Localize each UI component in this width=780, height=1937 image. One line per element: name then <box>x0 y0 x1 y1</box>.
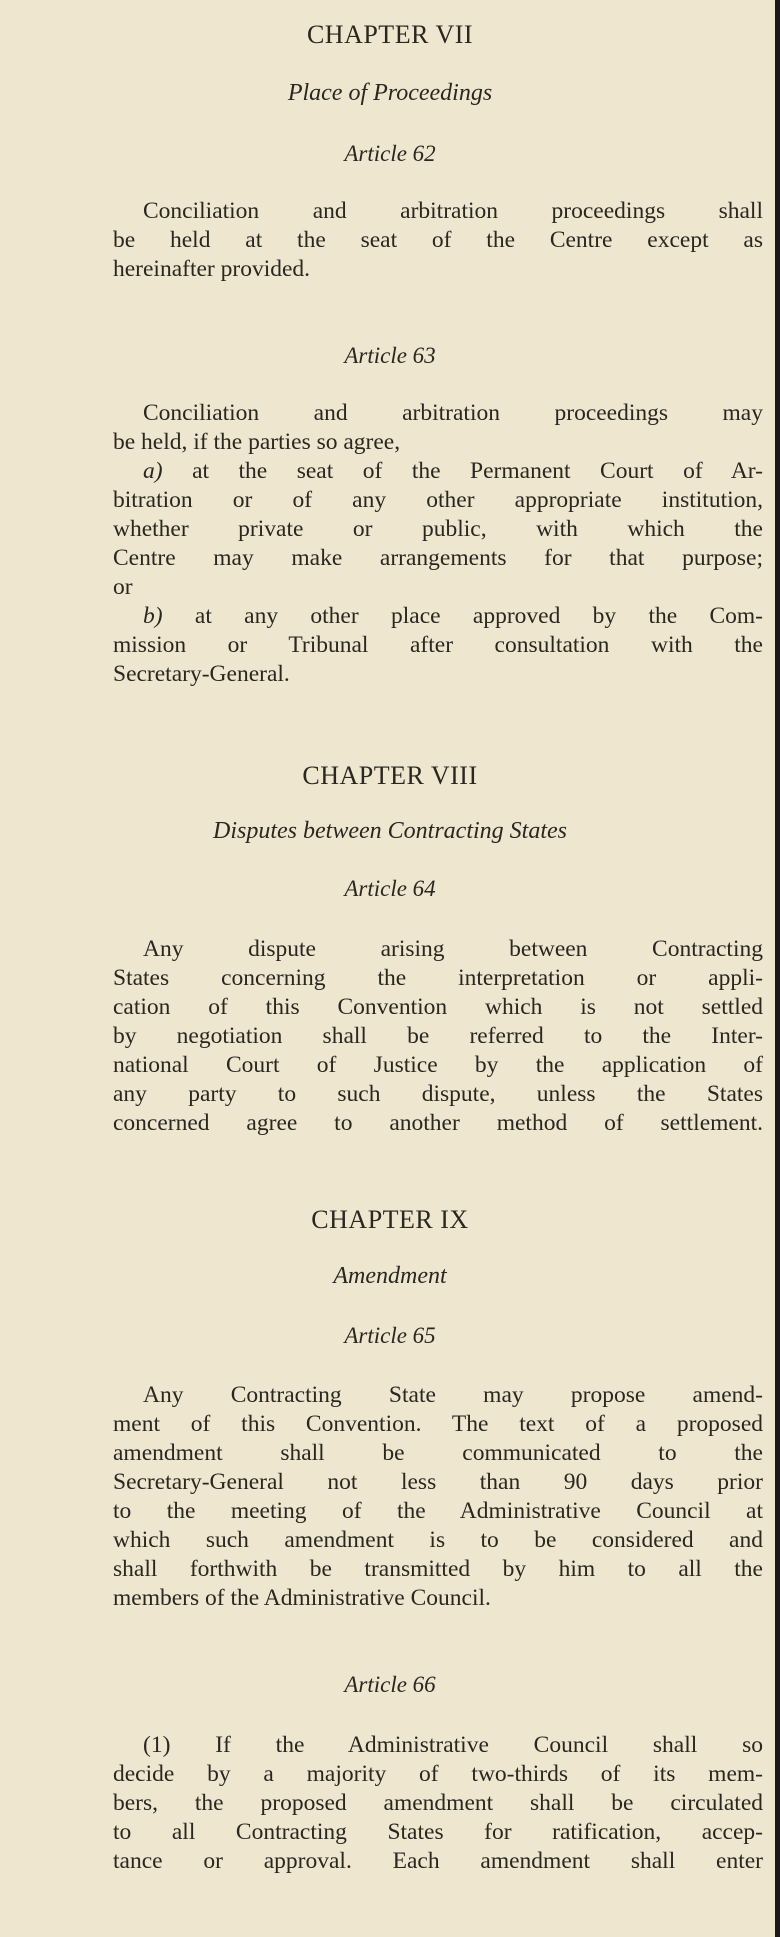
chapter-heading: CHAPTER IX <box>311 1205 469 1234</box>
text-line: Conciliation and arbitration proceedings may <box>143 400 763 426</box>
text-line: any party to such dispute, unless the States <box>113 1081 763 1107</box>
text-line: amendment shall be communicated to the <box>113 1440 763 1466</box>
text-line: tance or approval. Each amendment shall enter <box>113 1848 763 1874</box>
list-item-line <box>113 602 763 631</box>
text-line: Centre may make arrangements for that purpose; <box>113 545 763 571</box>
text-line: Conciliation and arbitration proceedings shall <box>143 198 763 224</box>
text-line: shall forthwith be transmitted by him to all the <box>113 1556 763 1582</box>
chapter-heading: CHAPTER VIII <box>302 761 478 790</box>
article-paragraph <box>113 399 763 689</box>
text-line: members of the Administrative Council. <box>113 1585 491 1611</box>
text-line: cation of this Convention which is not settled <box>113 994 763 1020</box>
text-line: or <box>113 574 133 600</box>
text-line: national Court of Justice by the application of <box>113 1052 763 1078</box>
text-line: hereinafter provided. <box>113 256 311 282</box>
article-heading: Article 62 <box>344 141 436 166</box>
article-heading: Article 63 <box>344 343 436 368</box>
article-paragraph <box>113 1731 763 1876</box>
text-line: whether private or public, with which the <box>113 516 763 542</box>
text-line: bitration or of any other appropriate institution, <box>113 487 763 513</box>
item-text: at the seat of the Permanent Court of Ar- <box>162 458 763 484</box>
text-line: Any dispute arising between Contracting <box>143 936 763 962</box>
article-heading: Article 66 <box>344 1672 436 1697</box>
text-line: decide by a majority of two-thirds of its mem- <box>113 1761 763 1787</box>
article-heading: Article 65 <box>344 1323 436 1348</box>
item-label: a) <box>143 458 163 484</box>
text-line: mission or Tribunal after consultation with the <box>113 632 763 658</box>
chapter-subtitle: Place of Proceedings <box>287 80 493 106</box>
article-heading: Article 64 <box>344 876 436 901</box>
text-line: to all Contracting States for ratification, accep- <box>113 1819 763 1845</box>
text-line: concerned agree to another method of settlement. <box>113 1110 763 1136</box>
item-label: b) <box>143 603 163 629</box>
text-line: ment of this Convention. The text of a proposed <box>113 1411 763 1437</box>
text-line: which such amendment is to be considered and <box>113 1527 763 1553</box>
text-line: to the meeting of the Administrative Council at <box>113 1498 763 1524</box>
article-paragraph <box>113 935 763 1138</box>
chapter-subtitle: Disputes between Contracting States <box>213 818 567 844</box>
text-line: States concerning the interpretation or appli- <box>113 965 763 991</box>
page-edge <box>775 0 780 1937</box>
chapter-subtitle: Amendment <box>333 1263 447 1289</box>
text-line: Secretary-General. <box>113 661 290 687</box>
text-line: (1) If the Administrative Council shall so <box>143 1732 763 1758</box>
article-paragraph <box>113 1381 763 1613</box>
list-item-line <box>113 457 763 486</box>
chapter-heading: CHAPTER VII <box>306 20 474 49</box>
text-line: by negotiation shall be referred to the Inter- <box>113 1023 763 1049</box>
text-line: bers, the proposed amendment shall be circulated <box>113 1790 763 1816</box>
text-line: Any Contracting State may propose amend- <box>143 1382 763 1408</box>
text-line: Secretary-General not less than 90 days prior <box>113 1469 763 1495</box>
item-text: at any other place approved by the Com- <box>162 603 763 629</box>
article-paragraph <box>113 197 763 284</box>
text-line: be held at the seat of the Centre except as <box>113 227 763 253</box>
text-line: be held, if the parties so agree, <box>113 429 401 455</box>
